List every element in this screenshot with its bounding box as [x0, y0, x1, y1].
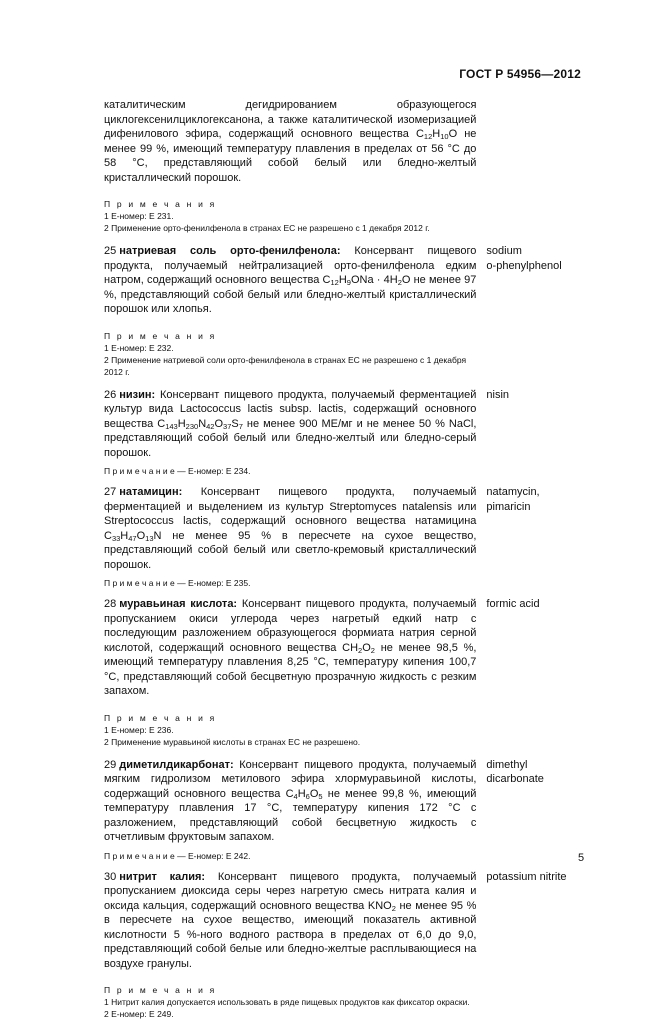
document-header: ГОСТ Р 54956—2012: [459, 67, 581, 81]
entry-29: [104, 758, 584, 845]
entry-text: 27 натамицин: Консервант пищевого продукта, получаемый ферментацией и выделением из культур Streptomyces natalensis или Streptococcus lactis, содержащий основного вещества натамицина $C_{33}H_{47}O_{13}N$ не менее 95 % в пересчете на сухое вещество, представляющий собой белый или светло-кремовый кристаллический порошок.: [104, 486, 477, 571]
entry-text: 26 низин: Консервант пищевого продукта, получаемый ферментацией культур вида Lactococcus lactis subsp. lactis, содержащий основного вещества $C_{143}H_{230}N_{42}O_{37}S_7$ не менее 900 МЕ/мг и не менее 50 % NaCl, представляющий собой белый или бледно-желтый или бледно-серый порошок.: [104, 388, 477, 459]
notes-block: П р и м е ч а н и я 1 Нитрит калия допускается использовать в ряде пищевых продуктов как фиксатор окраски. 2 Е-номер: Е 249.: [104, 985, 470, 1019]
document-body: [104, 98, 584, 1020]
note-line: П р и м е ч а н и е — Е-номер: Е 235.: [104, 578, 251, 588]
english-term: potassium nitrite: [486, 870, 567, 883]
entry-text: 29 диметилдикарбонат: Консервант пищевого продукта, получаемый мягким гидролизом метилового эфира хлормуравьиной кислоты, содержащий основного вещества $C_4H_6O_5$ не менее 99,8 %, имеющий температуру плавления 17 °C, температуру кипения 172 °C с разложением, представляющий собой бесцветную жидкость с отчетливым фруктовым запахом.: [104, 758, 477, 843]
entry-text: 30 нитрит калия: Консервант пищевого продукта, получаемый пропусканием диоксида серы через нагретую смесь нитрата калия и оксида кальция, содержащий основного вещества $KNO_2$ не менее 95 % в пересчете на сухое вещество, имеющий показатель активной кислотности 5 %-ного водного раствора в пределах от 6,0 до 9,0, представляющий собой белые или бледно-желтые расплывающиеся на воздухе гранулы.: [104, 870, 477, 970]
entry-25: [104, 244, 584, 317]
entry-26: [104, 388, 584, 461]
entry-continuation: [104, 98, 584, 185]
page-number: 5: [578, 852, 585, 864]
english-term: natamycin, pimaricin: [486, 486, 540, 513]
notes-block: П р и м е ч а н и я 1 Е-номер: Е 231. 2 Применение орто-фенилфенола в странах ЕС не разрешено с 1 декабря 2012 г.: [104, 199, 430, 233]
entry-30: [104, 870, 584, 972]
notes-block: П р и м е ч а н и я 1 Е-номер: Е 232. 2 Применение натриевой соли орто-фенилфенола в странах ЕС не разрешено с 1 декабря 2012 г.: [104, 330, 467, 377]
english-term: dimethyl dicarbonate: [486, 758, 544, 785]
english-term: formic acid: [486, 598, 540, 610]
entry-text: 25 натриевая соль орто-фенилфенола: Консервант пищевого продукта, получаемый нейтрализацией орто-фенилфенола едким натром, содержащий основного вещества $C_{12}H_9ONa \cdot 4H_2O$ не менее 97 %, представляющий собой белый или бледно-желтый кристаллический порошок или хлопья.: [104, 245, 477, 315]
english-term: nisin: [486, 388, 510, 401]
notes-block: П р и м е ч а н и я 1 Е-номер: Е 236. 2 Применение муравьиной кислоты в странах ЕС не разрешено.: [104, 712, 361, 747]
entry-27: [104, 485, 584, 572]
note-line: П р и м е ч а н и е — Е-номер: Е 234.: [104, 466, 251, 476]
english-term: sodium o-phenylphenol: [486, 245, 562, 272]
entry-text: каталитическим дегидрированием образующегося циклогексенилциклогексанона, а также каталитической изомеризацией дифенилового эфира, содержащий основного вещества $C_{12}H_{10}O$ не менее 99 %, имеющий температуру плавления в пределах от 56 °C до 58 °C, представляющий собой белый или бледно-желтый кристаллический порошок.: [104, 99, 477, 184]
note-line: П р и м е ч а н и е — Е-номер: Е 242.: [104, 850, 251, 861]
entry-text: 28 муравьиная кислота: Консервант пищевого продукта, получаемый пропусканием окиси углерода через нагретый едкий натр с последующим разложением образующегося формиата натрия серной кислотой, содержащий основного вещества $CH_2O_2$ не менее 98,5 %, имеющий температуру плавления 8,25 °C, температуру кипения 100,7 °C, представляющий собой бесцветную прозрачную жидкость с резким запахом.: [104, 598, 477, 697]
entry-28: [104, 597, 584, 699]
